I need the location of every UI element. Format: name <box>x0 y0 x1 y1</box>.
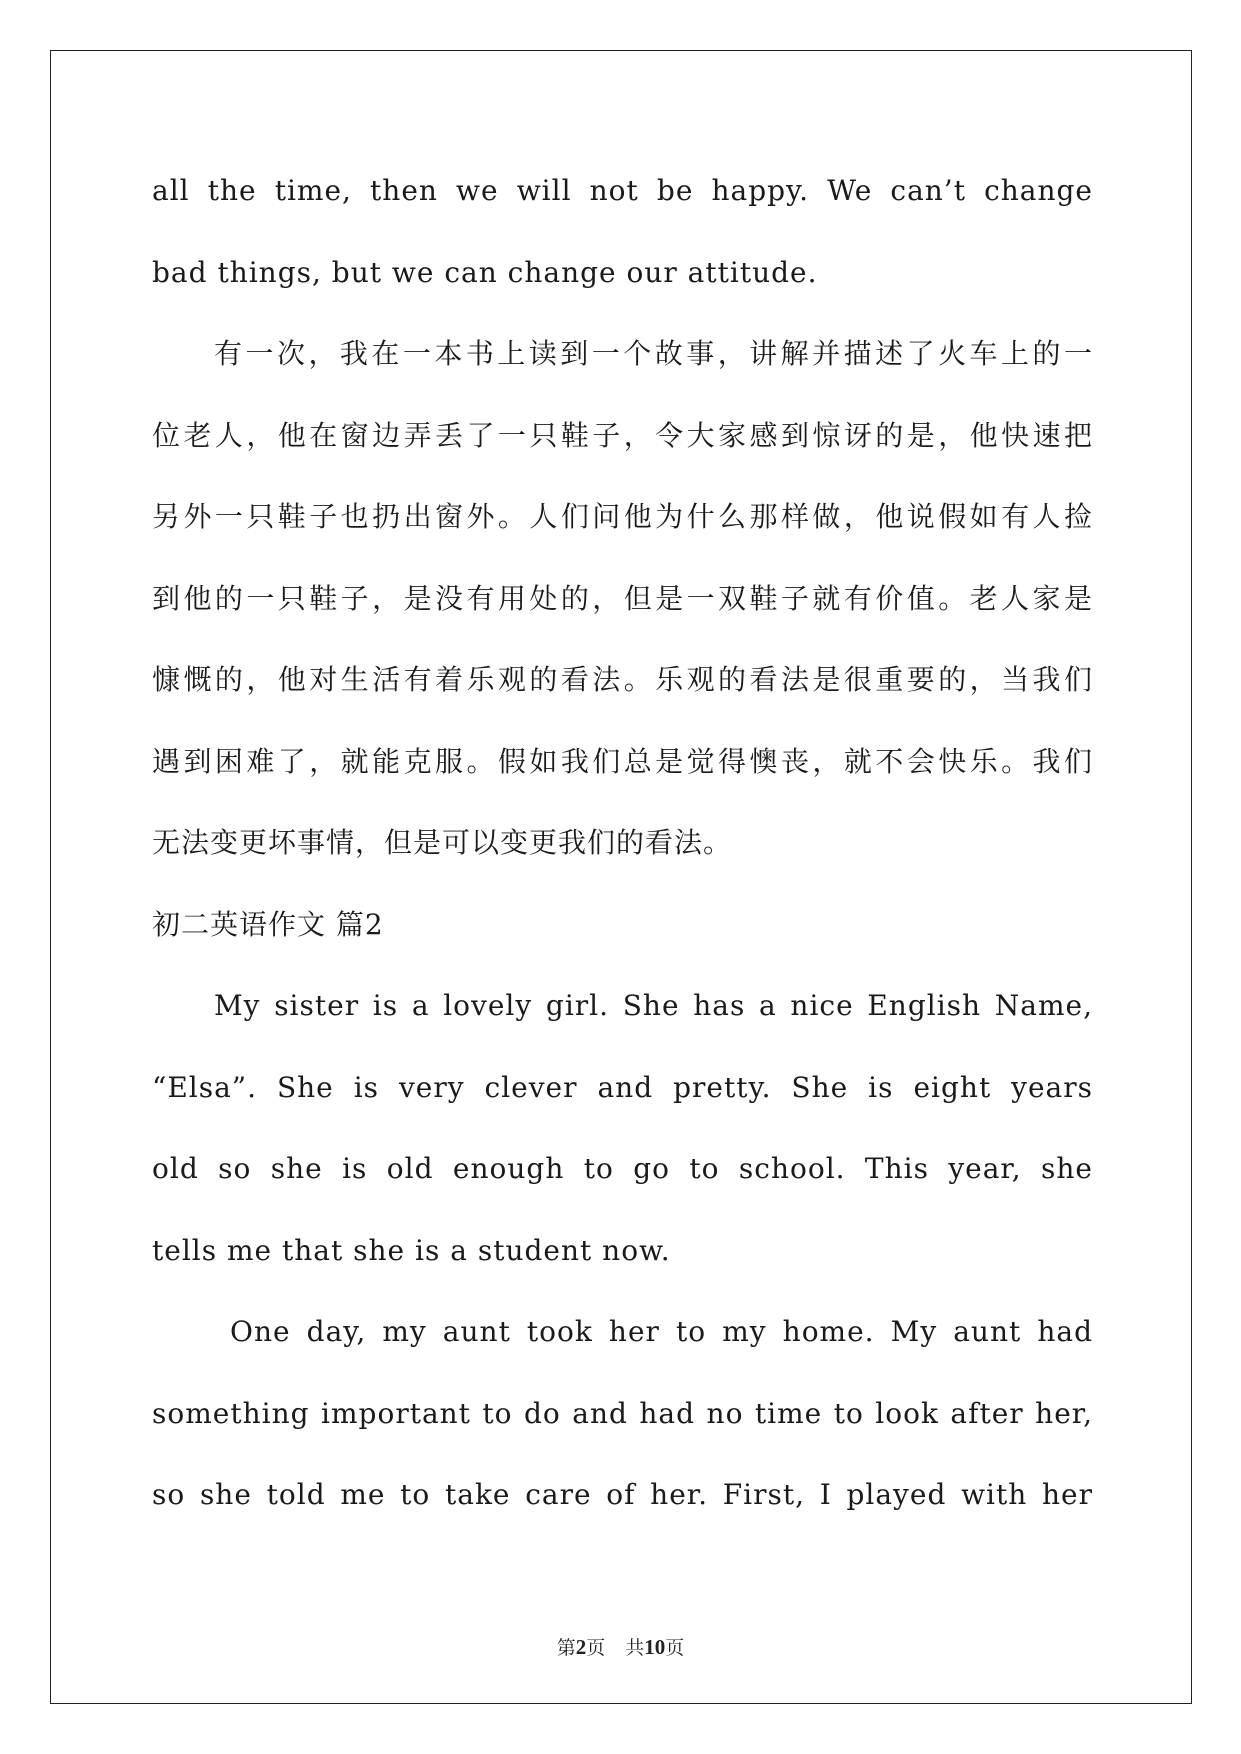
text-line: 到他的一只鞋子，是没有用处的，但是一双鞋子就有价值。老人家是 <box>152 581 1093 615</box>
total-prefix: 共 <box>625 1637 645 1659</box>
text-line: My sister is a lovely girl. She has a nice English Name, <box>214 989 1093 1022</box>
text-line: bad things, but we can change our attitude. <box>152 255 818 289</box>
text-line: tells me that she is a student now. <box>152 1233 671 1267</box>
document-body <box>152 150 1093 1536</box>
page-prefix: 第 <box>556 1637 576 1659</box>
text-line: all the time, then we will not be happy. We can’t change <box>152 174 1093 207</box>
text-line: 位老人，他在窗边弄丢了一只鞋子，令大家感到惊讶的是，他快速把 <box>152 418 1093 452</box>
page-footer <box>0 1633 1241 1660</box>
text-line: 另外一只鞋子也扔出窗外。人们问他为什么那样做，他说假如有人捡 <box>152 500 1093 533</box>
total-pages: 10 <box>644 1635 666 1659</box>
text-line: One day, my aunt took her to my home. My aunt had <box>230 1315 1093 1348</box>
text-line: something important to do and had no time to look after her, <box>152 1396 1093 1430</box>
text-line: 有一次，我在一本书上读到一个故事，讲解并描述了火车上的一 <box>214 337 1093 370</box>
text-line: 无法变更坏事情，但是可以变更我们的看法。 <box>152 826 733 859</box>
total-suffix: 页 <box>665 1637 685 1659</box>
text-line: 遇到困难了，就能克服。假如我们总是觉得懊丧，就不会快乐。我们 <box>152 744 1093 778</box>
text-line: so she told me to take care of her. First, I played with her <box>152 1478 1093 1511</box>
section-heading: 初二英语作文 篇2 <box>152 907 384 941</box>
text-line: “Elsa”. She is very clever and pretty. She is eight years <box>152 1070 1093 1104</box>
text-line: old so she is old enough to go to school. This year, she <box>152 1152 1093 1185</box>
text-line: 慷慨的，他对生活有着乐观的看法。乐观的看法是很重要的，当我们 <box>152 663 1093 696</box>
page-number: 2 <box>575 1635 587 1659</box>
page-suffix: 页 <box>586 1637 606 1659</box>
